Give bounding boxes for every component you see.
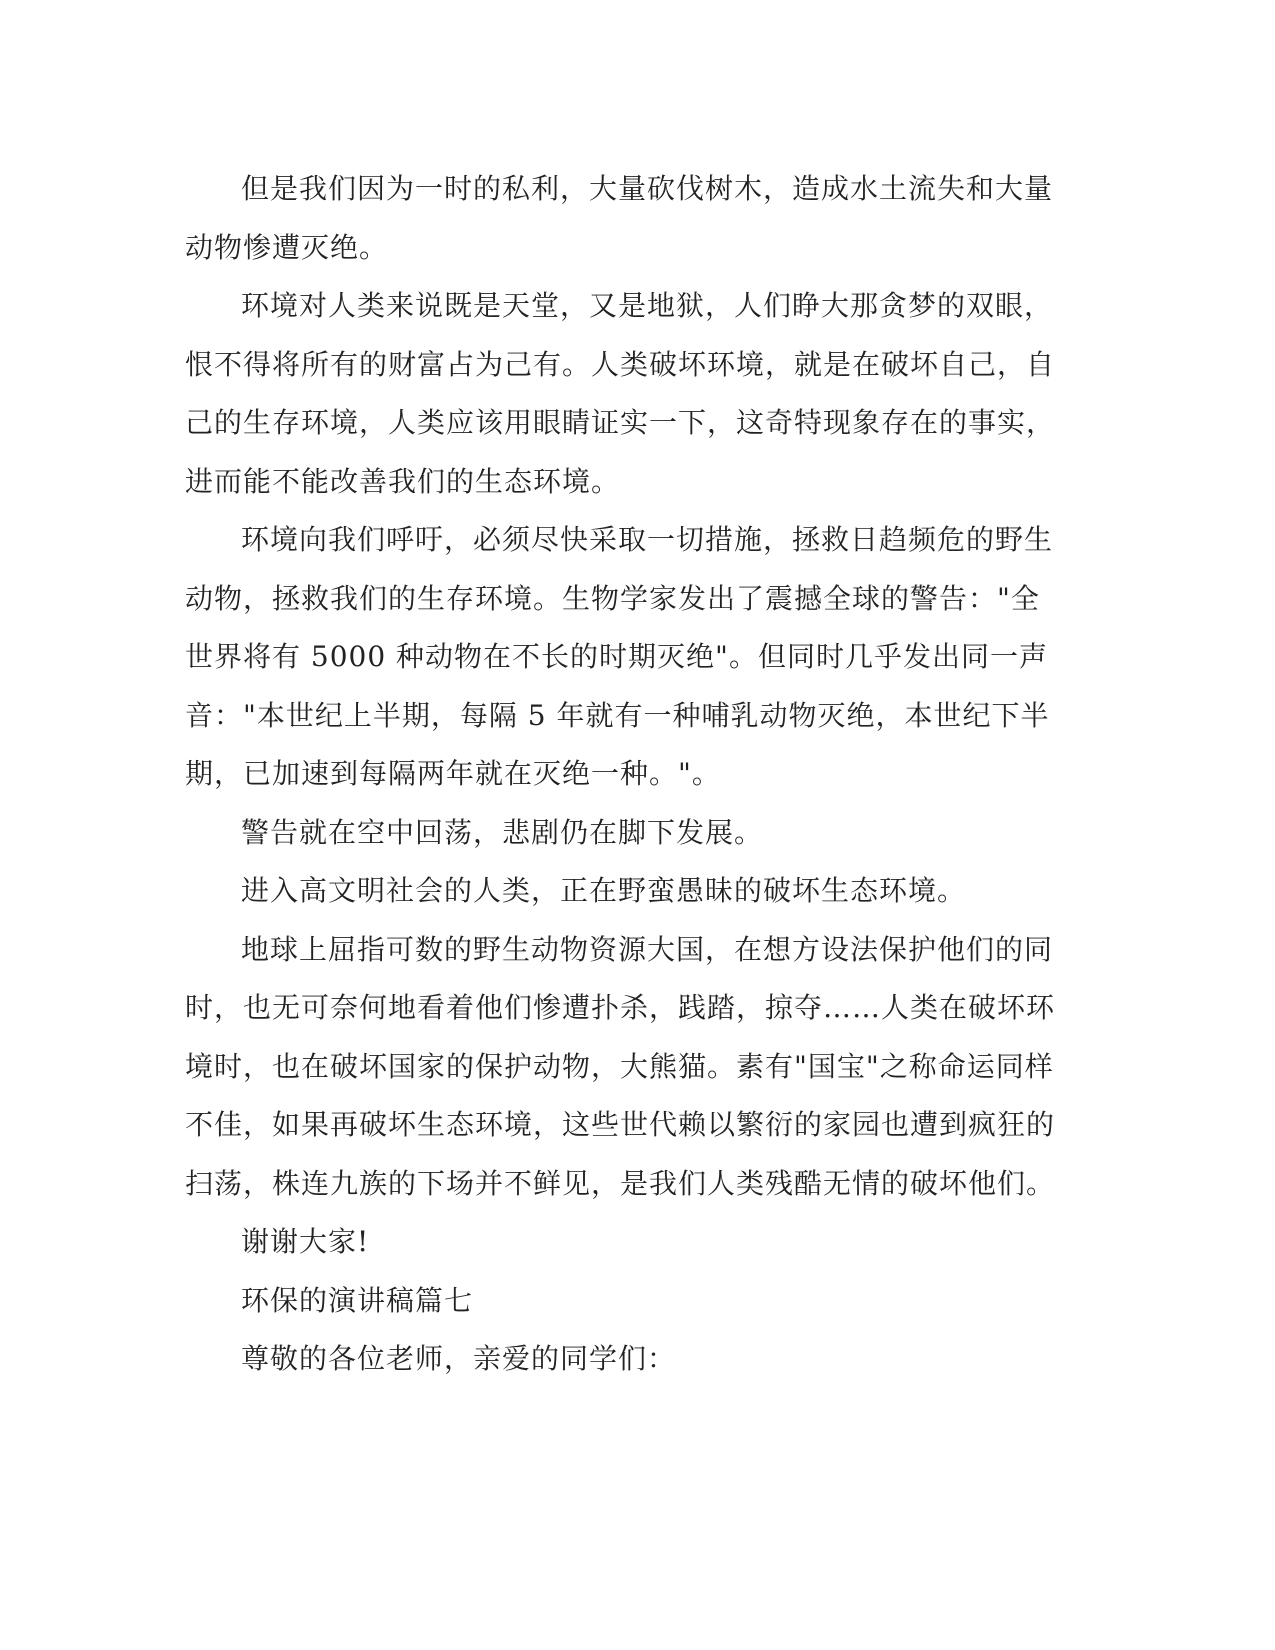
paragraph: 环境向我们呼吁，必须尽快采取一切措施，拯救日趋频危的野生动物，拯救我们的生存环境。生物学家发出了震撼全球的警告："全世界将有 5000 种动物在不长的时期灭绝"。但同时几乎发出同一声音："本世纪上半期，每隔 5 年就有一种哺乳动物灭绝，本世纪下半期，已加速到每隔两年就在灭绝一种。"。 [185,523,1054,790]
paragraph: 进入高文明社会的人类，正在野蛮愚昧的破坏生态环境。 [241,874,967,907]
paragraph: 警告就在空中回荡，悲剧仍在脚下发展。 [241,815,764,849]
paragraph: 但是我们因为一时的私利，大量砍伐树木，造成水土流失和大量动物惨遭灭绝。 [185,172,1054,264]
closing-line: 谢谢大家! [241,1225,370,1258]
document-body [185,160,1065,1389]
section-heading: 环保的演讲稿篇七 [241,1283,474,1317]
paragraph: 环境对人类来说既是天堂，又是地狱，人们睁大那贪梦的双眼，恨不得将所有的财富占为己有。人类破坏环境，就是在破坏自己，自己的生存环境，人类应该用眼睛证实一下，这奇特现象存在的事实，进而能不能改善我们的生态环境。 [185,289,1056,498]
paragraph: 地球上屈指可数的野生动物资源大国，在想方设法保护他们的同时，也无可奈何地看着他们惨遭扑杀，践踏，掠夺……人类在破坏环境时，也在破坏国家的保护动物，大熊猫。素有"国宝"之称命运同样不佳，如果再破坏生态环境，这些世代赖以繁衍的家园也遭到疯狂的扫荡，株连九族的下场并不鲜见，是我们人类残酷无情的破坏他们。 [185,932,1056,1200]
salutation: 尊敬的各位老师，亲爱的同学们： [241,1342,677,1375]
